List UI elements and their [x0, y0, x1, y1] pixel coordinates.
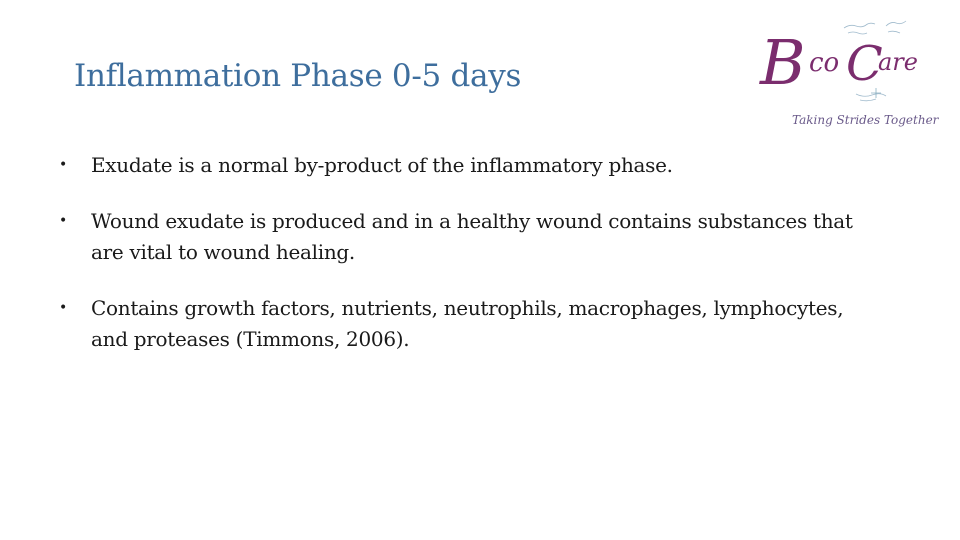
logo-tagline: Taking Strides Together: [792, 113, 939, 127]
bullet-text: Exudate is a normal by-product of the inflammatory phase.: [91, 153, 673, 177]
bullet-marker: •: [59, 213, 67, 229]
bullet-item: [58, 206, 858, 268]
bullet-list: [58, 150, 858, 380]
company-logo: [752, 8, 940, 134]
bullet-item: [58, 293, 858, 355]
logo-letter-b: B: [760, 26, 806, 99]
logo-letters-are: are: [878, 48, 918, 76]
slide-title: Inflammation Phase 0-5 days: [74, 58, 522, 94]
bullet-marker: •: [59, 300, 67, 316]
bullet-item: [58, 150, 858, 181]
bullet-marker: •: [59, 157, 67, 173]
logo-letters-co: co: [809, 48, 840, 78]
logo-letter-c: C: [846, 36, 883, 92]
bullet-text: Contains growth factors, nutrients, neutrophils, macrophages, lymphocytes, and proteases (Timmons, 2006).: [91, 296, 844, 351]
bullet-text: Wound exudate is produced and in a healthy wound contains substances that are vital to wound healing.: [91, 209, 853, 264]
company-logo-graphic: [752, 8, 940, 134]
